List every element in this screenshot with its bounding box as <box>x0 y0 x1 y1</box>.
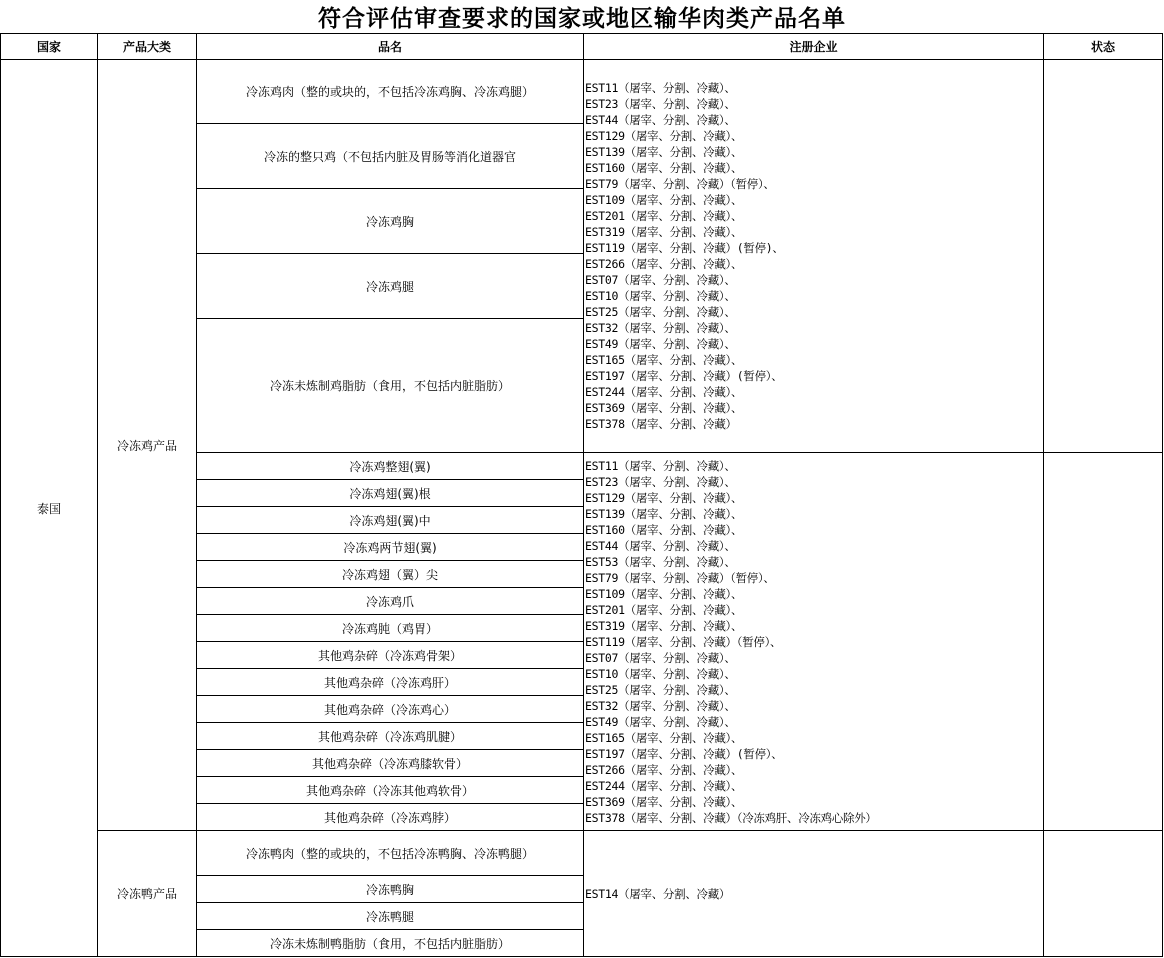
product-table <box>0 33 1163 957</box>
enterprise-entry: EST160（屠宰、分割、冷藏）、 <box>585 161 743 175</box>
enterprise-entry: EST165（屠宰、分割、冷藏）、 <box>585 730 743 745</box>
header-product: 品名 <box>197 34 584 60</box>
enterprise-entry: EST49（屠宰、分割、冷藏）、 <box>585 714 736 729</box>
product-cell: 冷冻未炼制鸡脂肪（食用，不包括内脏脂肪） <box>197 319 584 453</box>
status-cell <box>1044 453 1163 831</box>
header-country: 国家 <box>1 34 98 60</box>
table-row <box>1 831 1163 876</box>
enterprise-entry: EST14（屠宰、分割、冷藏） <box>585 886 731 901</box>
enterprise-entry: EST25（屠宰、分割、冷藏）、 <box>585 305 736 319</box>
enterprise-entry: EST201（屠宰、分割、冷藏）、 <box>585 209 743 223</box>
product-cell: 其他鸡杂碎（冷冻鸡肌腱） <box>197 723 584 750</box>
product-cell: 冷冻鸡翅（翼）尖 <box>197 561 584 588</box>
enterprise-entry: EST139（屠宰、分割、冷藏）、 <box>585 145 743 159</box>
enterprise-entry: EST25（屠宰、分割、冷藏）、 <box>585 682 736 697</box>
enterprise-cell-chicken-1 <box>584 60 1044 453</box>
enterprise-entry: EST319（屠宰、分割、冷藏）、 <box>585 225 743 239</box>
enterprise-entry: EST266（屠宰、分割、冷藏）、 <box>585 762 743 777</box>
product-cell: 其他鸡杂碎（冷冻鸡肝） <box>197 669 584 696</box>
enterprise-entry: EST139（屠宰、分割、冷藏）、 <box>585 506 743 521</box>
enterprise-entry: EST369（屠宰、分割、冷藏）、 <box>585 794 743 809</box>
enterprise-entry: EST129（屠宰、分割、冷藏）、 <box>585 490 743 505</box>
enterprise-entry: EST165（屠宰、分割、冷藏）、 <box>585 353 743 367</box>
enterprise-entry: EST10（屠宰、分割、冷藏）、 <box>585 289 736 303</box>
enterprise-entry: EST32（屠宰、分割、冷藏）、 <box>585 321 736 335</box>
product-cell: 冷冻鸡肫（鸡胃） <box>197 615 584 642</box>
enterprise-entry: EST11（屠宰、分割、冷藏）、 <box>585 81 736 95</box>
product-cell: 冷冻鸭腿 <box>197 903 584 930</box>
enterprise-entry: EST119（屠宰、分割、冷藏）(暂停)、 <box>585 241 784 255</box>
category-cell-chicken: 冷冻鸡产品 <box>98 60 197 831</box>
enterprise-entry: EST129（屠宰、分割、冷藏）、 <box>585 129 743 143</box>
enterprise-entry: EST119（屠宰、分割、冷藏）（暂停）、 <box>585 634 782 649</box>
enterprise-list <box>585 458 1043 826</box>
enterprise-entry: EST197（屠宰、分割、冷藏）(暂停）、 <box>585 746 783 761</box>
enterprise-entry: EST23（屠宰、分割、冷藏）、 <box>585 97 736 111</box>
header-enterprise: 注册企业 <box>584 34 1044 60</box>
enterprise-entry: EST109（屠宰、分割、冷藏）、 <box>585 193 743 207</box>
product-cell: 冷冻鸡整翅(翼) <box>197 453 584 480</box>
product-cell: 其他鸡杂碎（冷冻其他鸡软骨） <box>197 777 584 804</box>
enterprise-entry: EST44（屠宰、分割、冷藏）、 <box>585 113 736 127</box>
enterprise-entry: EST244（屠宰、分割、冷藏）、 <box>585 385 743 399</box>
enterprise-entry: EST79（屠宰、分割、冷藏）（暂停）、 <box>585 177 775 191</box>
status-cell <box>1044 831 1163 957</box>
enterprise-entry: EST244（屠宰、分割、冷藏）、 <box>585 778 743 793</box>
enterprise-entry: EST49（屠宰、分割、冷藏）、 <box>585 337 736 351</box>
product-cell: 其他鸡杂碎（冷冻鸡脖） <box>197 804 584 831</box>
header-category: 产品大类 <box>98 34 197 60</box>
enterprise-entry: EST378（屠宰、分割、冷藏） <box>585 417 737 431</box>
product-cell: 冷冻未炼制鸭脂肪（食用，不包括内脏脂肪） <box>197 930 584 957</box>
enterprise-list <box>585 886 1043 902</box>
enterprise-entry: EST266（屠宰、分割、冷藏）、 <box>585 257 743 271</box>
product-cell: 冷冻鸡爪 <box>197 588 584 615</box>
enterprise-entry: EST160（屠宰、分割、冷藏）、 <box>585 522 743 537</box>
enterprise-cell-duck <box>584 831 1044 957</box>
header-status: 状态 <box>1044 34 1163 60</box>
country-cell: 泰国 <box>1 60 98 957</box>
table-row <box>1 60 1163 124</box>
product-cell: 冷冻鸡腿 <box>197 254 584 319</box>
header-row <box>1 34 1163 60</box>
enterprise-entry: EST79（屠宰、分割、冷藏）（暂停）、 <box>585 570 775 585</box>
enterprise-entry: EST197（屠宰、分割、冷藏）(暂停）、 <box>585 369 783 383</box>
product-cell: 其他鸡杂碎（冷冻鸡骨架） <box>197 642 584 669</box>
product-cell: 冷冻鸭胸 <box>197 876 584 903</box>
enterprise-entry: EST378（屠宰、分割、冷藏）（冷冻鸡肝、冷冻鸡心除外） <box>585 810 877 825</box>
enterprise-entry: EST10（屠宰、分割、冷藏）、 <box>585 666 736 681</box>
product-cell: 冷冻鸡两节翅(翼) <box>197 534 584 561</box>
product-cell: 冷冻鸭肉（整的或块的，不包括冷冻鸭胸、冷冻鸭腿） <box>197 831 584 876</box>
enterprise-cell-chicken-2 <box>584 453 1044 831</box>
enterprise-entry: EST07（屠宰、分割、冷藏）、 <box>585 273 736 287</box>
product-cell: 冷冻鸡翅(翼)根 <box>197 480 584 507</box>
product-cell: 其他鸡杂碎（冷冻鸡膝软骨） <box>197 750 584 777</box>
product-cell: 冷冻鸡肉（整的或块的，不包括冷冻鸡胸、冷冻鸡腿） <box>197 60 584 124</box>
product-cell: 冷冻的整只鸡（不包括内脏及胃肠等消化道器官 <box>197 124 584 189</box>
enterprise-entry: EST53（屠宰、分割、冷藏）、 <box>585 554 736 569</box>
enterprise-entry: EST201（屠宰、分割、冷藏）、 <box>585 602 743 617</box>
category-cell-duck: 冷冻鸭产品 <box>98 831 197 957</box>
enterprise-list <box>585 80 1043 432</box>
product-cell: 冷冻鸡翅(翼)中 <box>197 507 584 534</box>
enterprise-entry: EST07（屠宰、分割、冷藏）、 <box>585 650 736 665</box>
enterprise-entry: EST32（屠宰、分割、冷藏）、 <box>585 698 736 713</box>
enterprise-entry: EST23（屠宰、分割、冷藏）、 <box>585 474 736 489</box>
enterprise-entry: EST319（屠宰、分割、冷藏）、 <box>585 618 743 633</box>
product-cell: 冷冻鸡胸 <box>197 189 584 254</box>
enterprise-entry: EST369（屠宰、分割、冷藏）、 <box>585 401 743 415</box>
enterprise-entry: EST109（屠宰、分割、冷藏）、 <box>585 586 743 601</box>
product-cell: 其他鸡杂碎（冷冻鸡心） <box>197 696 584 723</box>
enterprise-entry: EST11（屠宰、分割、冷藏）、 <box>585 458 736 473</box>
page-title: 符合评估审查要求的国家或地区输华肉类产品名单 <box>318 5 846 32</box>
enterprise-entry: EST44（屠宰、分割、冷藏）、 <box>585 538 736 553</box>
status-cell <box>1044 60 1163 453</box>
